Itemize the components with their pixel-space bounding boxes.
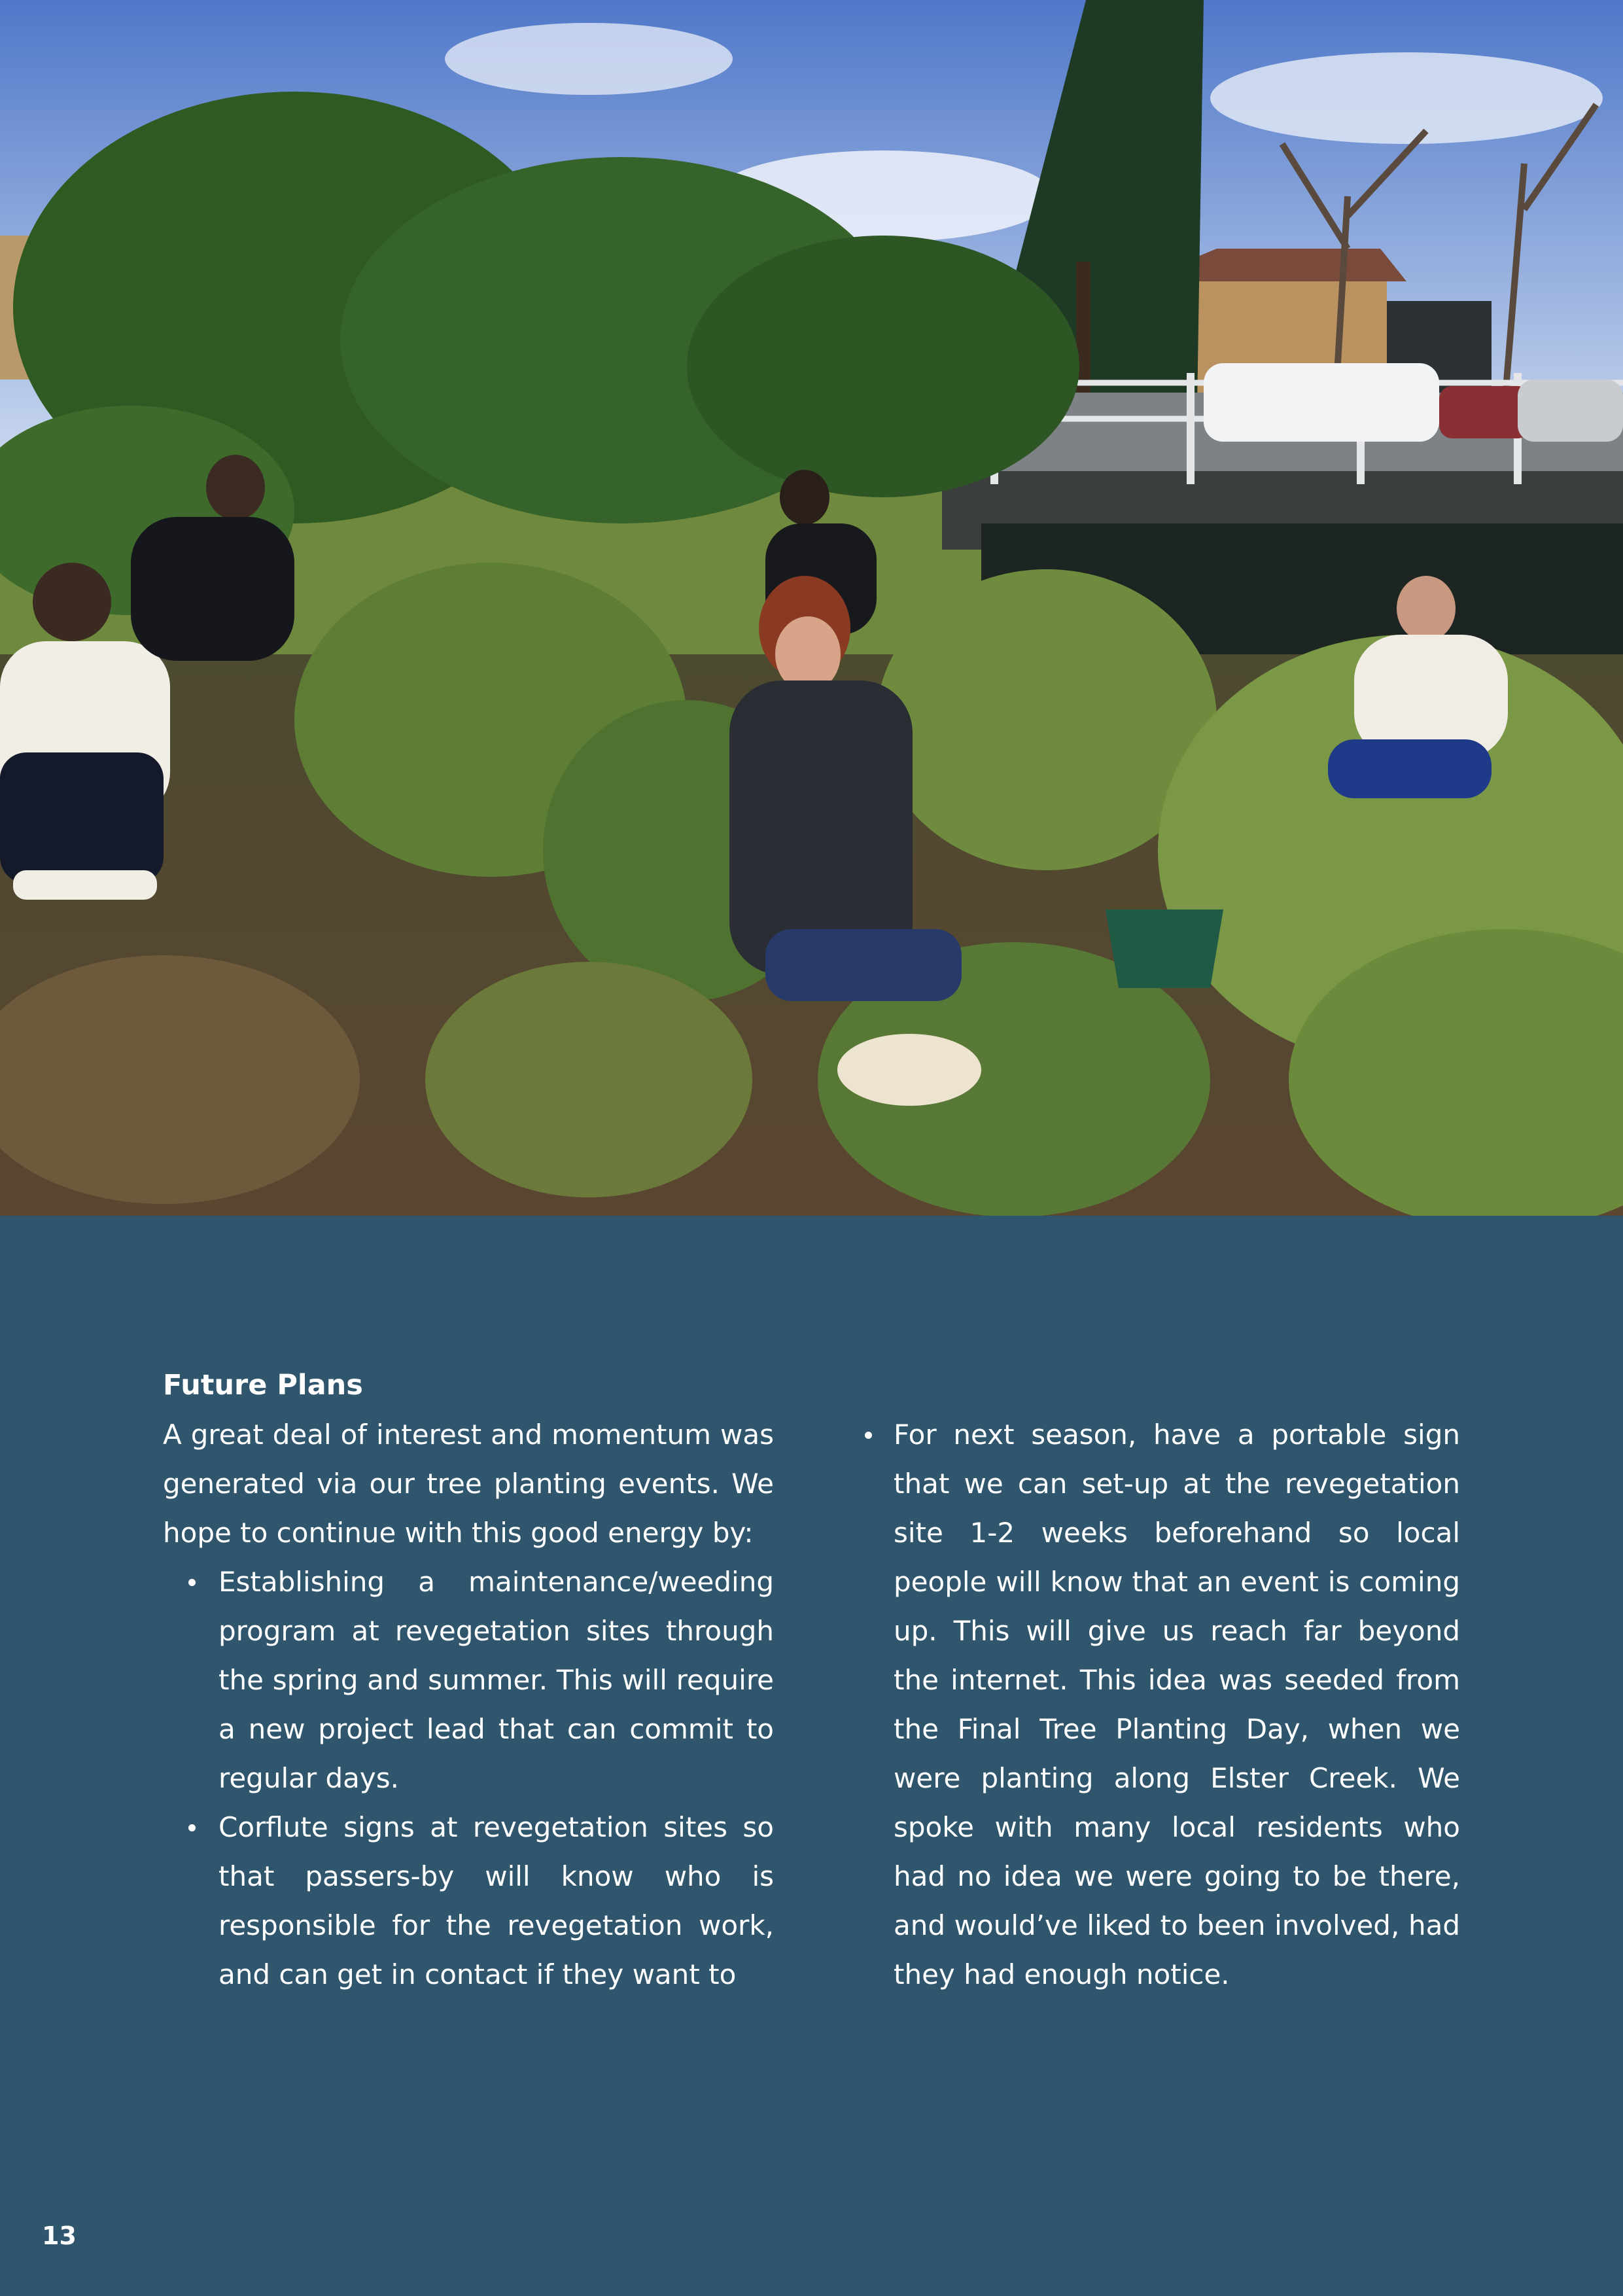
bullet-icon	[188, 1579, 196, 1586]
list-item	[218, 1557, 774, 1803]
list-item	[218, 1803, 774, 1999]
intro-paragraph: A great deal of interest and momentum was generated via our tree planting events. We hope to continue with this good energy by:	[163, 1419, 774, 1549]
right-bullet-list	[862, 1410, 1460, 1999]
bullet-icon	[188, 1824, 196, 1831]
left-bullet-list	[163, 1557, 774, 1999]
bullet-text: Establishing a maintenance/weeding program at revegetation sites through the spring and summer. This will require a new project lead that can commit to regular days.	[218, 1566, 774, 1794]
bullet-icon	[865, 1432, 872, 1439]
section-heading: Future Plans	[163, 1369, 363, 1402]
page-number: 13	[42, 2221, 77, 2250]
bullet-text: Corflute signs at revegetation sites so that passers-by will know who is responsible for the revegetation work, and can get in contact if they want to	[218, 1811, 774, 1990]
list-item	[894, 1410, 1460, 1999]
left-column	[163, 1361, 774, 1999]
right-column	[862, 1410, 1460, 1999]
bullet-text: For next season, have a portable sign that we can set-up at the revegetation site 1-2 weeks beforehand so local people will know that an event is coming up. This will give us reach far beyond the internet. This idea was seeded from the Final Tree Planting Day, when we were planting along Elster Creek. We spoke with many local residents who had no idea we were going to be there, and would’ve liked to been involved, had they had enough notice.	[894, 1419, 1460, 1990]
